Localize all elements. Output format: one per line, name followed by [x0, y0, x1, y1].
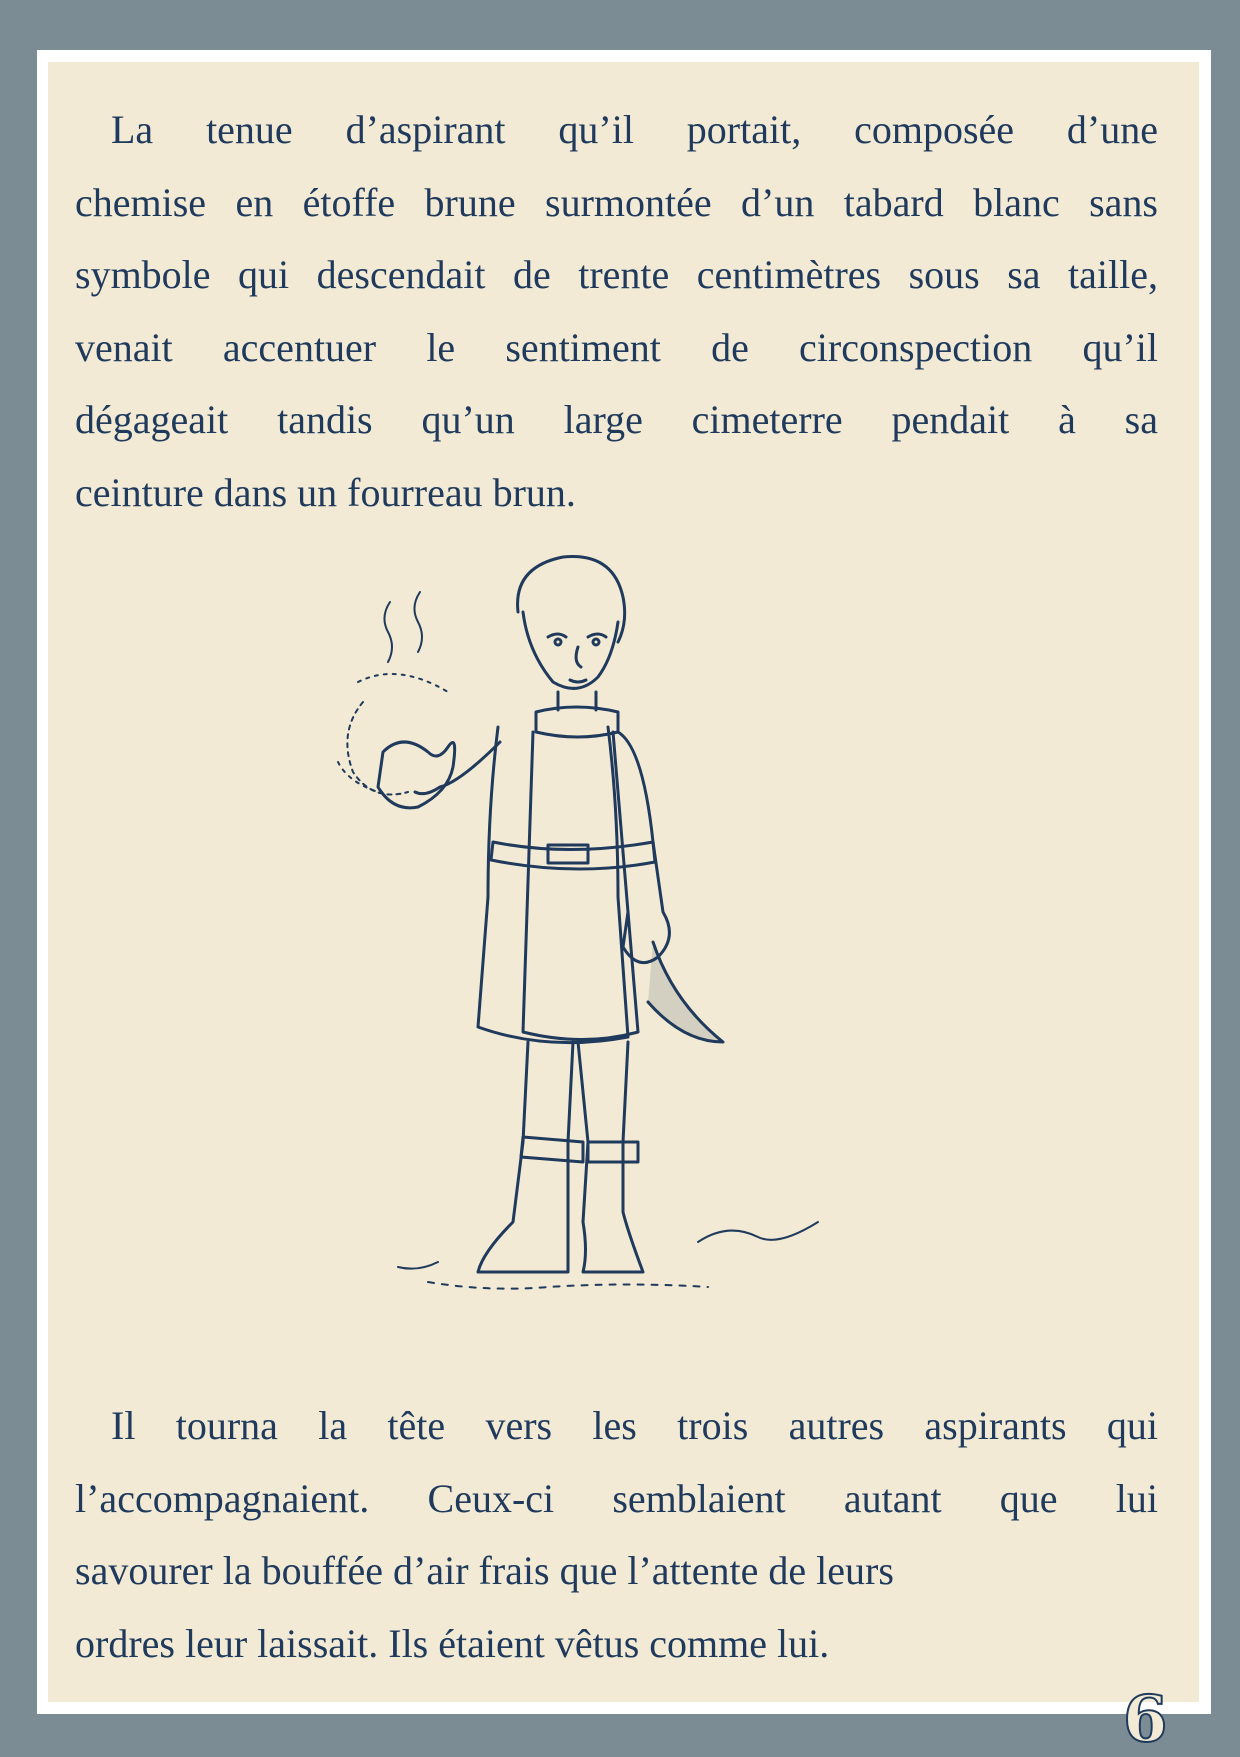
young-squire-illustration — [278, 542, 978, 1342]
paragraph-line: savourer la bouffée d’air frais que l’attente de leurs — [75, 1548, 894, 1593]
page-frame — [37, 50, 1211, 1757]
paragraph-line: chemise en étoffe brune surmontée d’un tabard blanc sans — [75, 179, 1158, 225]
paragraph-line: ceinture dans un fourreau brun. — [75, 469, 576, 515]
paragraph-line: symbole qui descendait de trente centimètres sous sa taille, — [75, 252, 1158, 297]
paragraph-2 — [75, 1390, 1158, 1680]
page-number: 6 — [1123, 1682, 1168, 1757]
paragraph-line: La tenue d’aspirant qu’il portait, composée d’une — [111, 107, 1158, 152]
paragraph-line: ordres leur laissait. Ils étaient vêtus comme lui. — [75, 1620, 830, 1666]
paragraph-line: venait accentuer le sentiment de circonspection qu’il — [75, 324, 1158, 370]
paragraph-line: dégageait tandis qu’un large cimeterre pendait à sa — [75, 397, 1158, 442]
paragraph-1 — [75, 94, 1158, 529]
paper-panel — [48, 62, 1199, 1757]
paragraph-line: Il tourna la tête vers les trois autres aspirants qui — [111, 1403, 1158, 1448]
paragraph-line: l’accompagnaient. Ceux-ci semblaient autant que lui — [75, 1475, 1158, 1521]
